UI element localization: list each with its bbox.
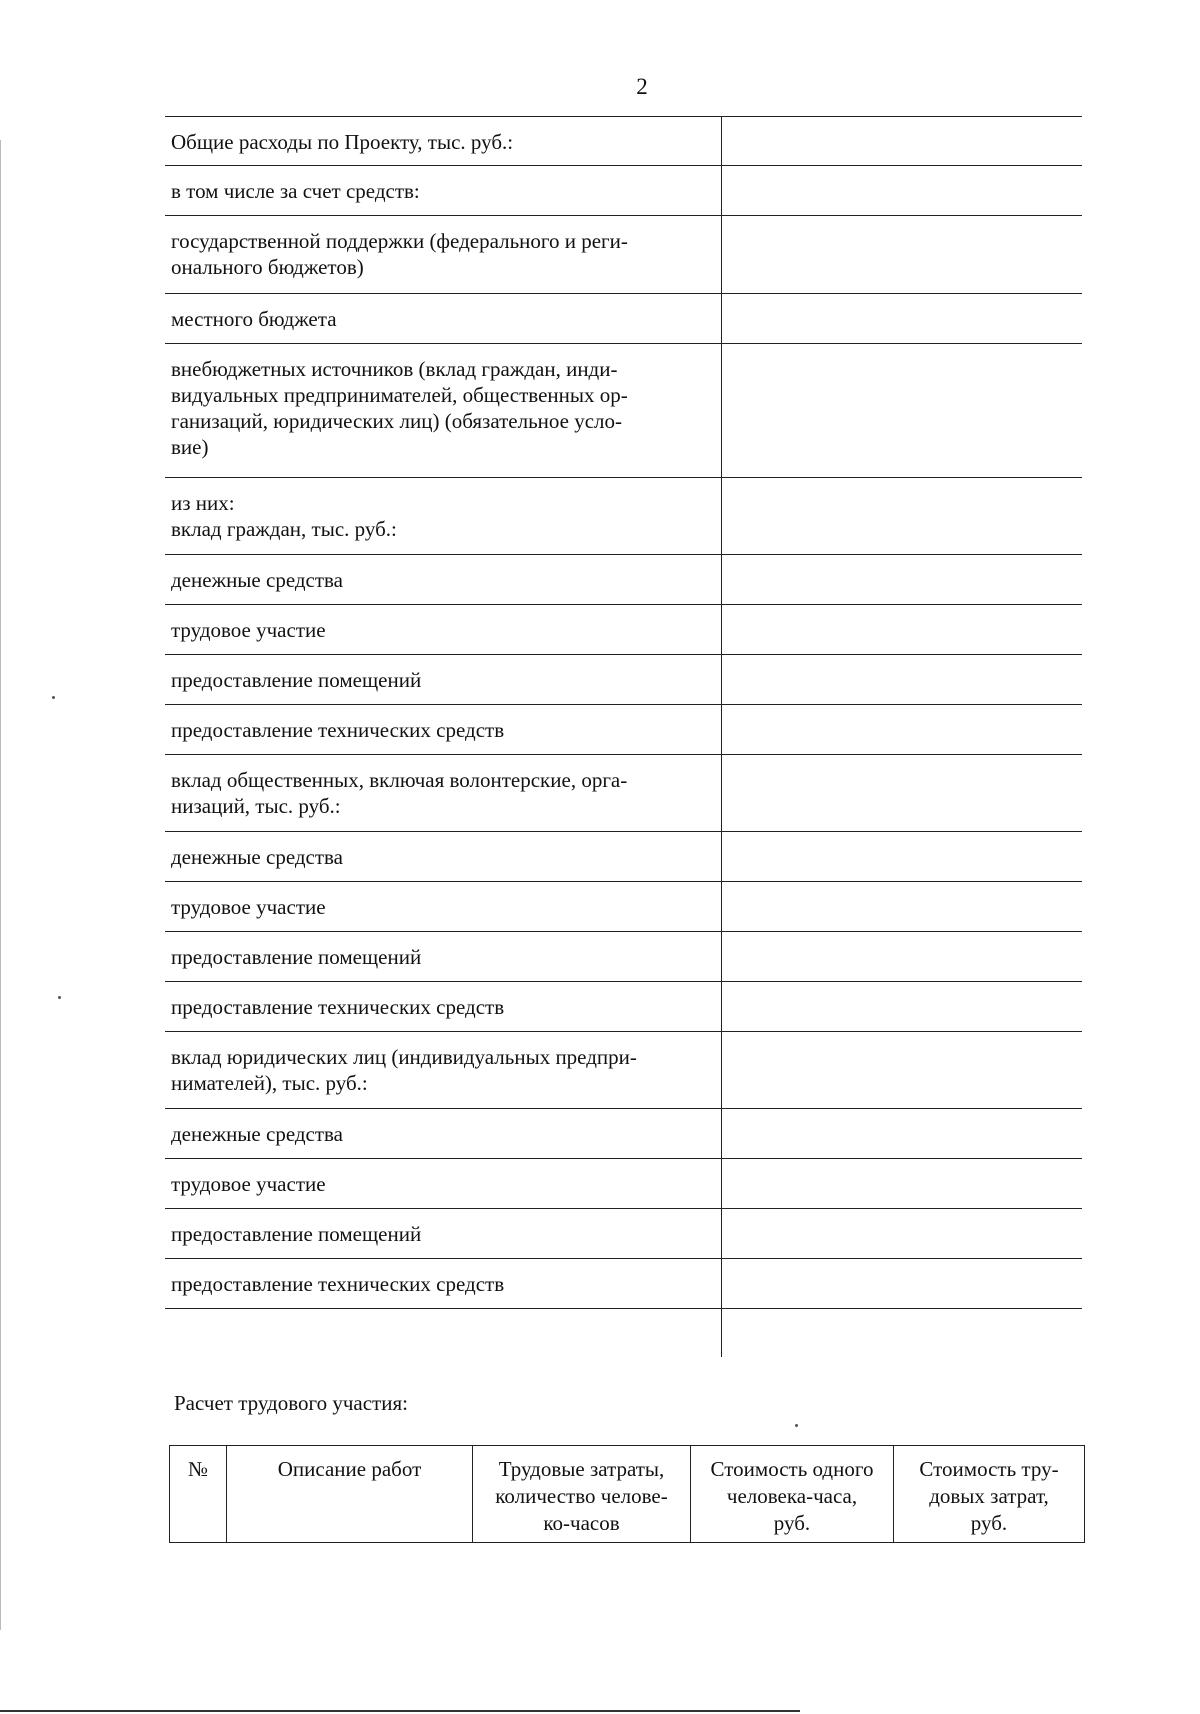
budget-row (165, 1159, 1082, 1209)
labor-table-header-row (170, 1446, 1085, 1543)
budget-row-value-cell[interactable] (721, 1032, 1082, 1108)
budget-row (165, 1259, 1082, 1309)
budget-row (165, 832, 1082, 882)
labor-header-hour-cost: Стоимость одного человека-часа, руб. (691, 1446, 894, 1543)
budget-row-label: предоставление технических средств (171, 1272, 505, 1296)
budget-row-value-cell[interactable] (721, 478, 1082, 554)
budget-row (165, 1032, 1082, 1109)
budget-row-value-cell[interactable] (721, 1309, 1082, 1357)
budget-row-label: предоставление помещений (171, 1222, 422, 1246)
labor-section-title: Расчет трудового участия: (174, 1391, 408, 1415)
budget-table (165, 116, 1082, 1357)
budget-row-label: предоставление технических средств (171, 718, 505, 742)
budget-row (165, 605, 1082, 655)
budget-row (165, 116, 1082, 166)
budget-row-label: вклад юридических лиц (индивидуальных предпри- нимателей), тыс. руб.: (171, 1045, 637, 1095)
budget-row-label: вклад общественных, включая волонтерские, орга- низаций, тыс. руб.: (171, 768, 628, 818)
budget-row (165, 294, 1082, 344)
scan-bottom-edge (0, 1710, 800, 1712)
budget-row-empty (165, 1309, 1082, 1357)
budget-row-label: местного бюджета (171, 307, 337, 331)
budget-row-value-cell[interactable] (721, 216, 1082, 293)
budget-row-label: предоставление технических средств (171, 995, 505, 1019)
budget-row (165, 705, 1082, 755)
budget-row-label: трудовое участие (171, 618, 326, 642)
budget-row-value-cell[interactable] (721, 755, 1082, 831)
scan-speck (58, 996, 61, 999)
budget-row (165, 755, 1082, 832)
budget-row-label: трудовое участие (171, 895, 326, 919)
budget-row (165, 1209, 1082, 1259)
budget-row-value-cell[interactable] (721, 705, 1082, 754)
budget-row-value-cell[interactable] (721, 117, 1082, 165)
budget-row-label: Общие расходы по Проекту, тыс. руб.: (171, 130, 514, 154)
budget-row-label: предоставление помещений (171, 945, 422, 969)
budget-row-value-cell[interactable] (721, 982, 1082, 1031)
budget-row (165, 932, 1082, 982)
labor-header-description: Описание работ (227, 1446, 473, 1543)
budget-row (165, 555, 1082, 605)
scan-speck (795, 1424, 798, 1427)
budget-row-value-cell[interactable] (721, 832, 1082, 881)
scan-left-edge (0, 140, 1, 1630)
budget-row-value-cell[interactable] (721, 605, 1082, 654)
budget-row (165, 344, 1082, 478)
labor-header-total-cost: Стоимость тру- довых затрат, руб. (894, 1446, 1085, 1543)
budget-row-label: из них: вклад граждан, тыс. руб.: (171, 491, 397, 541)
budget-row (165, 982, 1082, 1032)
budget-row (165, 216, 1082, 294)
budget-row-value-cell[interactable] (721, 1209, 1082, 1258)
budget-row-label: трудовое участие (171, 1172, 326, 1196)
budget-row-value-cell[interactable] (721, 932, 1082, 981)
budget-row-value-cell[interactable] (721, 166, 1082, 215)
budget-row-value-cell[interactable] (721, 882, 1082, 931)
budget-row (165, 478, 1082, 555)
budget-row-value-cell[interactable] (721, 1159, 1082, 1208)
labor-header-number: № (170, 1446, 227, 1543)
budget-row-label: внебюджетных источников (вклад граждан, инди- видуальных предпринимателей, общественных ор- ганизаций, юридических лиц) (обязательное усло- вие) (171, 357, 628, 459)
budget-row-label-empty (165, 1309, 721, 1357)
budget-row (165, 882, 1082, 932)
budget-row-label: государственной поддержки (федерального и реги- онального бюджетов) (171, 229, 628, 279)
budget-row-label: предоставление помещений (171, 668, 422, 692)
budget-row-label: денежные средства (171, 845, 343, 869)
budget-row-value-cell[interactable] (721, 555, 1082, 604)
budget-row (165, 655, 1082, 705)
page-number: 2 (636, 74, 648, 99)
budget-row-label: денежные средства (171, 568, 343, 592)
labor-table (169, 1445, 1085, 1543)
scan-speck (52, 696, 55, 699)
budget-row (165, 1109, 1082, 1159)
budget-row-value-cell[interactable] (721, 655, 1082, 704)
budget-row-label: в том числе за счет средств: (171, 179, 420, 203)
budget-row-value-cell[interactable] (721, 294, 1082, 343)
labor-header-hours: Трудовые затраты, количество челове- ко-часов (473, 1446, 691, 1543)
budget-row-value-cell[interactable] (721, 1109, 1082, 1158)
budget-row (165, 166, 1082, 216)
budget-row-value-cell[interactable] (721, 1259, 1082, 1308)
budget-row-label: денежные средства (171, 1122, 343, 1146)
budget-row-value-cell[interactable] (721, 344, 1082, 477)
